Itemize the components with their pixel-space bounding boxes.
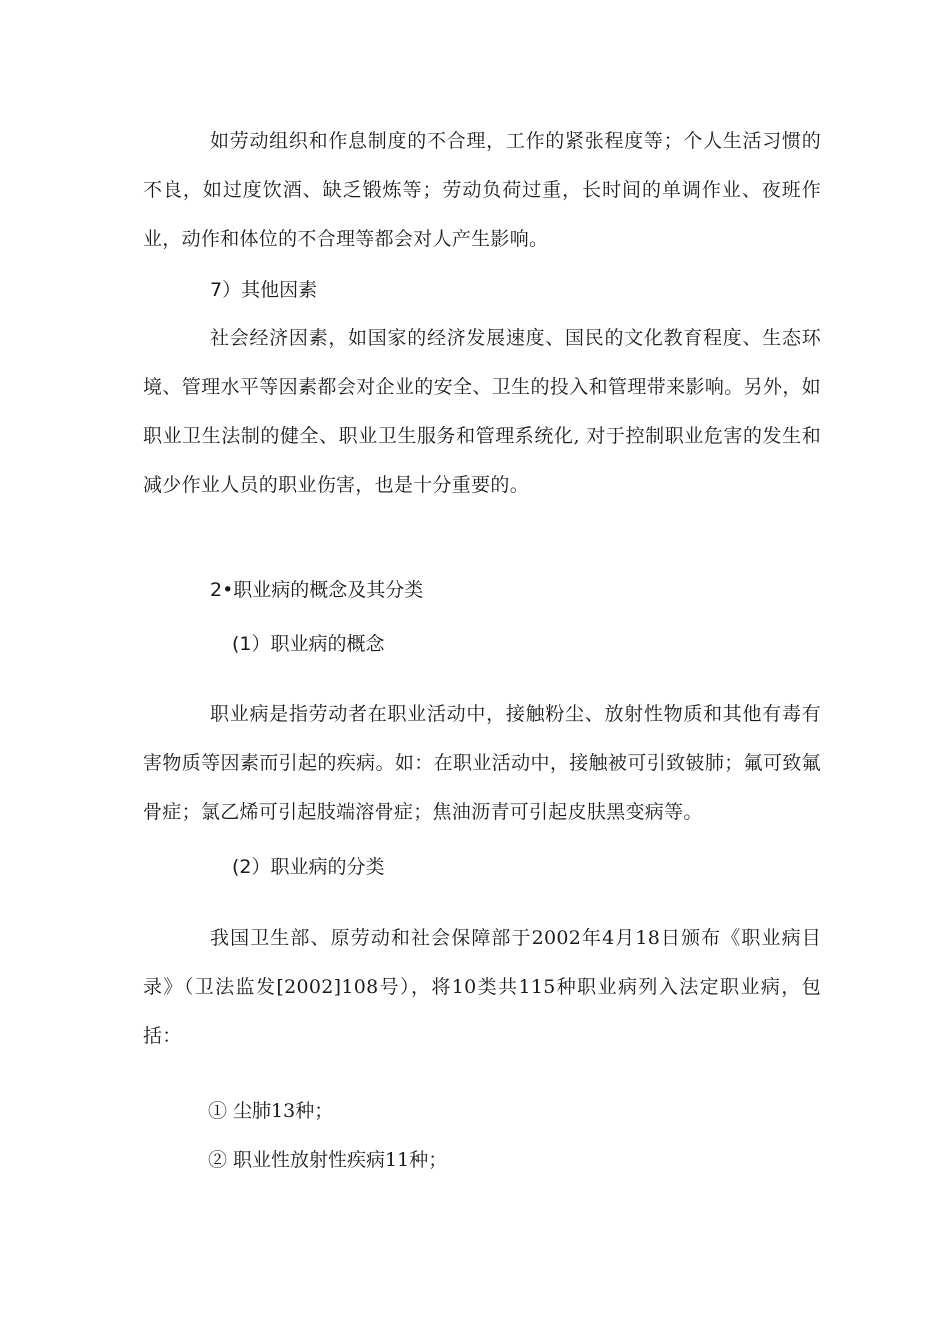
list-item-pneumoconiosis: ① 尘肺13种；	[208, 1100, 334, 1122]
section-heading-occupational-disease: 2•职业病的概念及其分类	[210, 579, 424, 601]
subheading-classification: (2）职业病的分类	[232, 856, 385, 878]
paragraph-work-factors: 如劳动组织和作息制度的不合理，工作的紧张程度等；个人生活习惯的不良，如过度饮酒、缺乏锻炼等；劳动负荷过重，长时间的单调作业、夜班作业，动作和体位的不合理等都会对人产生影响。	[143, 130, 821, 250]
paragraph-social-factors: 社会经济因素，如国家的经济发展速度、国民的文化教育程度、生态环境、管理水平等因素都会对企业的安全、卫生的投入和管理带来影响。另外，如职业卫生法制的健全、职业卫生服务和管理系统化, 对于控制职业危害的发生和减少作业人员的职业伤害，也是十分重要的。	[143, 327, 821, 496]
subheading-concept: (1）职业病的概念	[232, 633, 385, 655]
list-item-radiation-disease: ② 职业性放射性疾病11种；	[208, 1149, 448, 1171]
heading-other-factors: 7）其他因素	[210, 279, 318, 301]
paragraph-catalog: 我国卫生部、原劳动和社会保障部于2002年4月18日颁布《职业病目录》（卫法监发[2002]108号），将10类共115种职业病列入法定职业病，包括：	[143, 927, 821, 1047]
paragraph-definition: 职业病是指劳动者在职业活动中，接触粉尘、放射性物质和其他有毒有害物质等因素而引起的疾病。如：在职业活动中，接触被可引致铍肺；氟可致氟骨症；氯乙烯可引起肢端溶骨症；焦油沥青可引起皮肤黑变病等。	[143, 703, 821, 823]
